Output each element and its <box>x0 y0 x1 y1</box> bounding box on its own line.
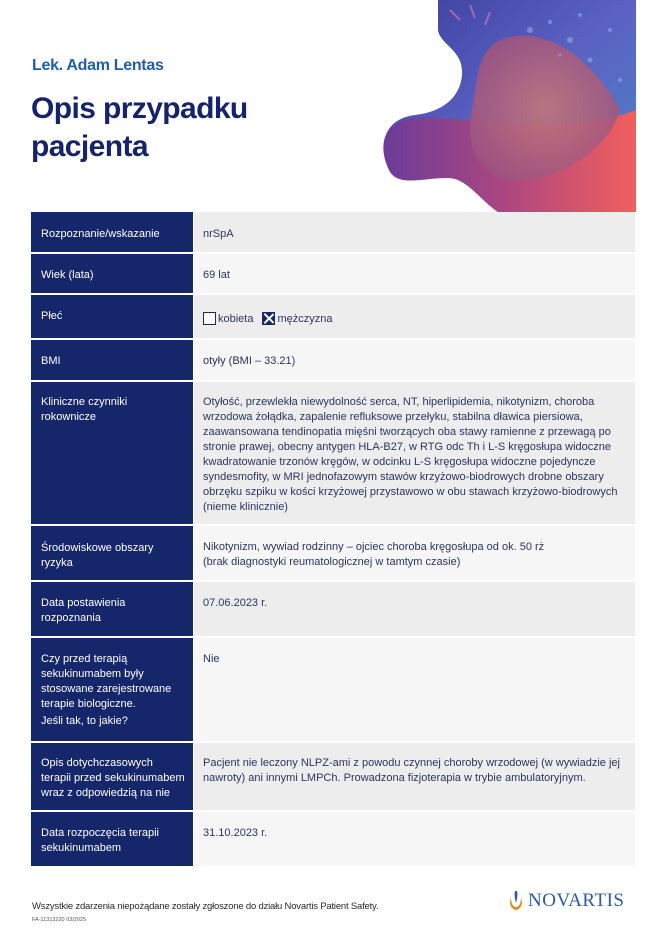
row-label: Rozpoznanie/wskazanie <box>31 212 194 252</box>
table-row-therapy-start <box>31 812 635 866</box>
row-value: Pacjent nie leczony NLPZ-ami z powodu czynnej choroby wrzodowej (w wywiadzie jej nawroty) ani innymi LMPCh. Prowadzona fizjoterapia w trybie ambulatoryjnym. <box>194 743 635 810</box>
row-label-followup: Jeśli tak, to jakie? <box>41 715 128 727</box>
row-value: 31.10.2023 r. <box>194 812 635 866</box>
checkbox-label-mezczyzna: mężczyzna <box>277 313 333 325</box>
row-value-line-2: (brak diagnostyki reumatologicznej w tamtym czasie) <box>203 556 461 568</box>
sex-options <box>194 295 635 338</box>
row-label-question: Czy przed terapią sekukinumabem były stosowane zarejestrowane terapie biologiczne. <box>41 653 172 710</box>
safety-note: Wszystkie zdarzenia niepożądane zostały zgłoszone do działu Novartis Patient Safety. <box>32 901 379 912</box>
row-label: Kliniczne czynniki rokownicze <box>31 382 194 524</box>
row-value-line-1: Nikotynizm, wywiad rodzinny – ojciec choroba kręgosłupa od ok. 50 rż <box>203 541 545 553</box>
table-row-prior-therapies <box>31 743 635 812</box>
document-code: FA-11313220 03/2025 <box>32 917 87 923</box>
table-row-bmi <box>31 340 635 382</box>
row-label: Data postawienia rozpoznania <box>31 582 194 636</box>
row-value: nrSpA <box>194 212 635 252</box>
header-artwork-image <box>380 0 636 212</box>
table-row-diagnosis <box>31 212 635 254</box>
row-label: Wiek (lata) <box>31 254 194 293</box>
row-label: BMI <box>31 340 194 380</box>
checkbox-kobieta[interactable] <box>203 312 216 325</box>
novartis-logo <box>508 890 624 912</box>
row-label: Data rozpoczęcia terapii sekukinumabem <box>31 812 194 866</box>
table-row-sex <box>31 295 635 340</box>
page-title <box>31 90 331 166</box>
checkbox-mezczyzna-checked[interactable] <box>262 312 275 325</box>
novartis-logo-text: NOVARTIS <box>528 890 625 911</box>
table-row-clinical-factors <box>31 382 635 526</box>
table-row-prior-biologics <box>31 638 635 743</box>
author-name: Lek. Adam Lentas <box>32 57 164 74</box>
row-value: Otyłość, przewlekła niewydolność serca, NT, hiperlipidemia, nikotynizm, choroba wrzodowa żołądka, zapalenie refluksowe przełyku, stabilna dławica piersiowa, zaawansowana tendinopatia mięśni tworzących oba stawy ramienne z przewagą po stronie prawej, obecny antygen HLA-B27, w RTG odc Th i L-S kręgosłupa widoczne kwadratowanie trzonów kręgów, w odcinku L-S kręgosłupa widoczne pojedyncze syndesmofity, w MRI jednofazowym stawów krzyżowo-biodrowych drobne obszary obrzęku szpiku w kości krzyżowej przystawowo w obu stawach krzyżowo-biodrowych (nieme klinicznie) <box>194 382 635 524</box>
row-value: Nie <box>194 638 635 741</box>
table-row-diagnosis-date <box>31 582 635 638</box>
row-label: Środowiskowe obszary ryzyka <box>31 526 194 580</box>
row-value: otyły (BMI – 33.21) <box>194 340 635 380</box>
table-row-environmental-risk <box>31 526 635 582</box>
novartis-flame-icon <box>508 890 524 912</box>
row-value: 69 lat <box>194 254 635 293</box>
checkbox-label-kobieta: kobieta <box>218 313 254 325</box>
row-value: 07.06.2023 r. <box>194 582 635 636</box>
case-table <box>31 212 635 866</box>
row-label: Opis dotychczasowych terapii przed sekukinumabem wraz z odpowiedzią na nie <box>31 743 194 810</box>
row-value <box>194 526 635 580</box>
row-label: Płeć <box>31 295 194 338</box>
table-row-age <box>31 254 635 295</box>
page-title-line-2: pacjenta <box>31 130 148 163</box>
page-title-line-1: Opis przypadku <box>31 92 248 125</box>
row-label <box>31 638 194 741</box>
